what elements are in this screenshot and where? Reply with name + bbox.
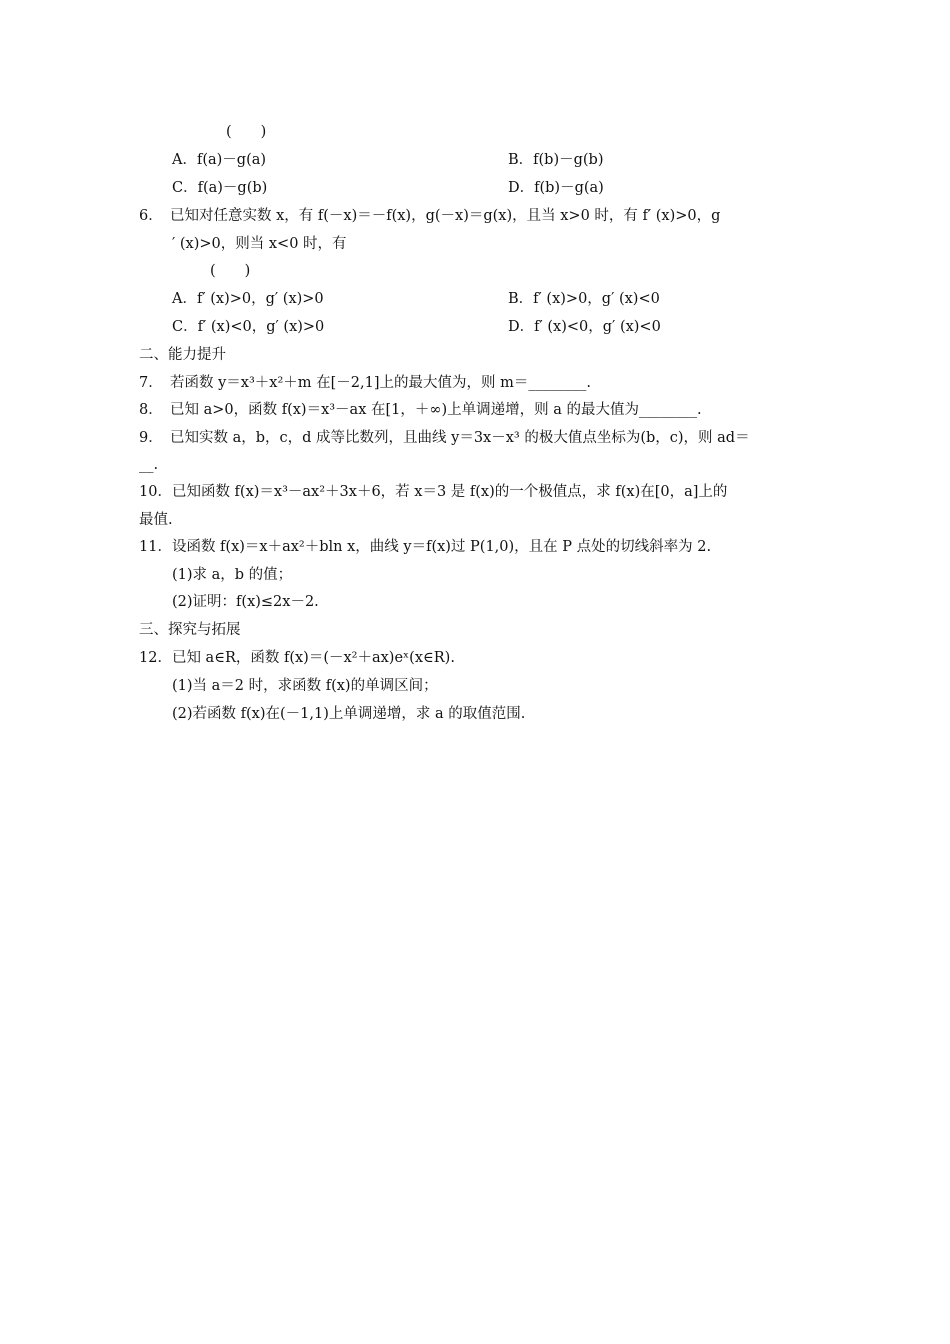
section-heading-ability: 二、能力提升 — [139, 347, 226, 363]
q5-option-d: D．f(b)－g(a) — [508, 180, 604, 196]
q6-option-a: A．f′ (x)>0，g′ (x)>0 — [172, 291, 324, 307]
q8-stem: 8． 已知 a>0，函数 f(x)＝x³－ax 在[1，＋∞)上单调递增，则 a 的最大值为________. — [139, 402, 702, 418]
q11-part1: (1)求 a，b 的值； — [172, 567, 293, 583]
q5-option-c: C．f(a)－g(b) — [172, 180, 268, 196]
q11-part2: (2)证明：f(x)≤2x－2. — [172, 594, 319, 610]
q6-stem-line2: ′ (x)>0，则当 x<0 时，有 — [172, 236, 347, 252]
q9-stem-line2: __. — [139, 457, 159, 473]
q6-stem-line1: 6． 已知对任意实数 x，有 f(－x)＝－f(x)，g(－x)＝g(x)，且当 x>0 时，有 f′ (x)>0，g — [139, 208, 721, 224]
q9-stem-line1: 9． 已知实数 a，b，c，d 成等比数列，且曲线 y＝3x－x³ 的极大值点坐标为(b，c)，则 ad＝ — [139, 430, 750, 446]
q6-option-d: D．f′ (x)<0，g′ (x)<0 — [508, 319, 661, 335]
q6-option-b: B．f′ (x)>0，g′ (x)<0 — [508, 291, 660, 307]
q5-option-b: B．f(b)－g(b) — [508, 152, 604, 168]
q12-stem: 12．已知 a∈R，函数 f(x)＝(－x²＋ax)eˣ(x∈R). — [139, 650, 455, 666]
q12-part1: (1)当 a＝2 时，求函数 f(x)的单调区间； — [172, 678, 438, 694]
q10-stem-line2: 最值. — [139, 512, 173, 528]
q12-part2: (2)若函数 f(x)在(－1,1)上单调递增，求 a 的取值范围. — [172, 706, 526, 722]
q5-answer-bracket: ( ) — [226, 124, 267, 140]
q5-option-a: A．f(a)－g(a) — [172, 152, 267, 168]
q6-option-c: C．f′ (x)<0，g′ (x)>0 — [172, 319, 325, 335]
section-heading-explore: 三、探究与拓展 — [139, 622, 241, 638]
q11-stem: 11．设函数 f(x)＝x＋ax²＋bln x，曲线 y＝f(x)过 P(1,0)，且在 P 点处的切线斜率为 2. — [139, 539, 712, 555]
q7-stem: 7． 若函数 y＝x³＋x²＋m 在[－2,1]上的最大值为，则 m＝________. — [139, 375, 591, 391]
q6-answer-bracket: ( ) — [210, 263, 251, 279]
q10-stem-line1: 10．已知函数 f(x)＝x³－ax²＋3x＋6，若 x＝3 是 f(x)的一个极值点，求 f(x)在[0，a]上的 — [139, 484, 728, 500]
